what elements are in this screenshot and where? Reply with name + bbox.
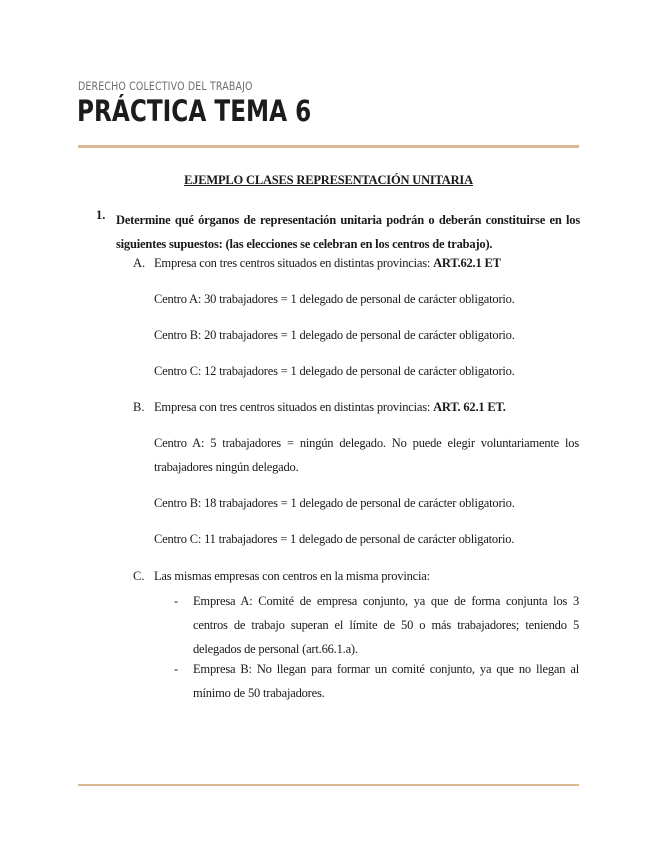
case-a-text: Empresa con tres centros situados en distintas provincias:	[154, 256, 434, 270]
case-c-bullet: Empresa A: Comité de empresa conjunto, ya que de forma conjunta los 3 centros de trabajo superan el límite de 50 o más trabajadores; teniendo 5 delegados de personal (art.66.1.a).	[193, 594, 579, 656]
case-a-article-ref: ART.62.1 ET	[433, 256, 501, 270]
case-a-statement	[154, 256, 501, 271]
case-a-item: Centro C: 12 trabajadores = 1 delegado de personal de carácter obligatorio.	[154, 364, 515, 378]
case-b-statement	[154, 400, 506, 415]
case-c-text: Las mismas empresas con centros en la misma provincia:	[154, 569, 430, 583]
question-text: Determine qué órganos de representación unitaria podrán o deberán constituirse en los siguientes supuestos: (las elecciones se celebran en los centros de trabajo).	[116, 213, 580, 251]
case-b-text: Empresa con tres centros situados en distintas provincias:	[154, 400, 434, 414]
question-number: 1.	[96, 208, 106, 222]
case-b-item: Centro A: 5 trabajadores = ningún delegado. No puede elegir voluntariamente los trabajadores ningún delegado.	[154, 436, 579, 474]
case-a-item: Centro B: 20 trabajadores = 1 delegado de personal de carácter obligatorio.	[154, 328, 515, 342]
case-a-item: Centro A: 30 trabajadores = 1 delegado de personal de carácter obligatorio.	[154, 292, 515, 306]
case-a-marker: A.	[133, 256, 146, 270]
case-b-article-ref: ART. 62.1 ET.	[433, 400, 506, 414]
case-b-item: Centro C: 11 trabajadores = 1 delegado de personal de carácter obligatorio.	[154, 532, 515, 546]
case-b-marker: B.	[133, 400, 145, 414]
section-heading: EJEMPLO CLASES REPRESENTACIÓN UNITARIA	[184, 173, 473, 187]
document-subject: DERECHO COLECTIVO DEL TRABAJO	[78, 79, 253, 93]
header-divider	[78, 145, 579, 148]
footer-divider	[78, 784, 579, 786]
case-c-marker: C.	[133, 569, 145, 583]
case-c-bullet: Empresa B: No llegan para formar un comité conjunto, ya que no llegan al mínimo de 50 trabajadores.	[193, 662, 579, 700]
bullet-dash: -	[174, 594, 179, 608]
bullet-dash: -	[174, 662, 179, 676]
case-b-item: Centro B: 18 trabajadores = 1 delegado de personal de carácter obligatorio.	[154, 496, 515, 510]
page-title: PRÁCTICA TEMA 6	[77, 94, 312, 128]
